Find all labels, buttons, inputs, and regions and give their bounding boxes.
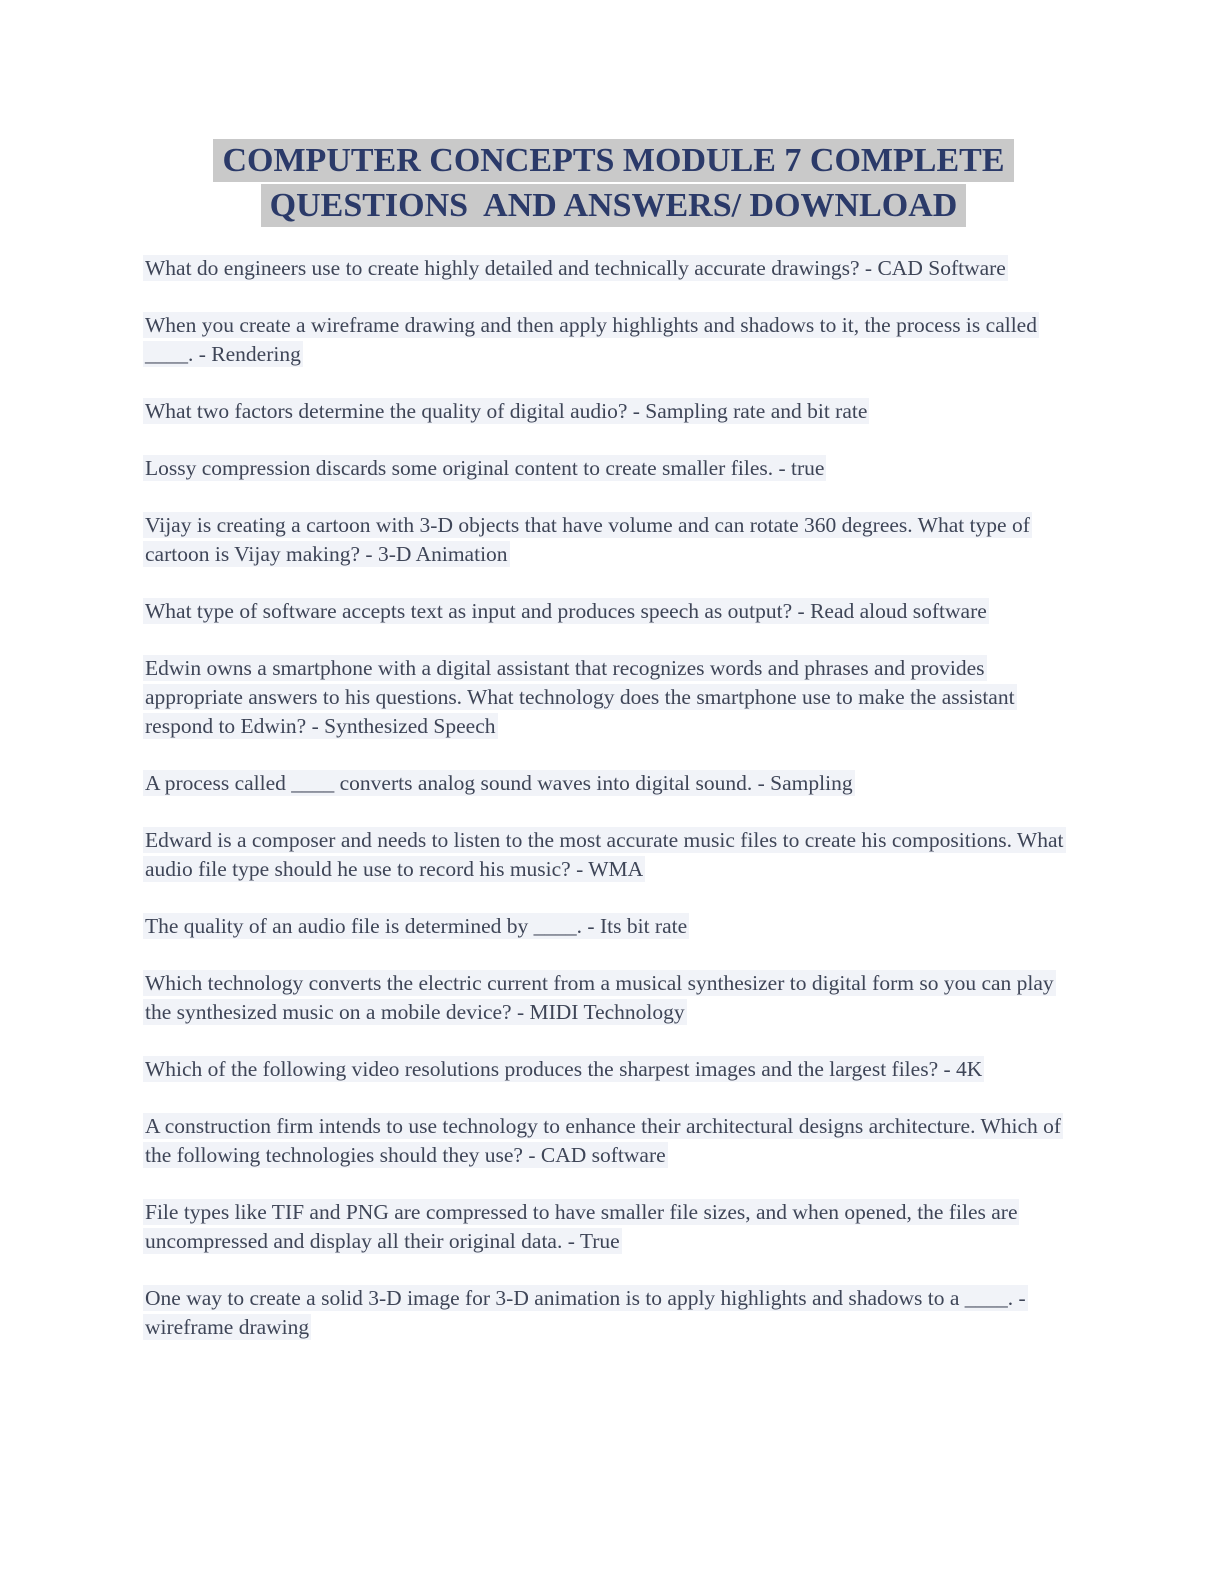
qa-paragraph-1 — [143, 254, 1084, 283]
qa-paragraph-9 — [143, 826, 1084, 884]
document-title — [143, 138, 1084, 228]
qa-paragraph-11 — [143, 969, 1084, 1027]
qa-paragraph-5 — [143, 511, 1084, 569]
qa-text-5: Vijay is creating a cartoon with 3-D objects that have volume and can rotate 360 degrees. What type of cartoon is Vijay making? - 3-D Animation — [145, 513, 1030, 566]
qa-text-1: What do engineers use to create highly detailed and technically accurate drawings? - CAD Software — [145, 256, 1006, 280]
qa-paragraph-15 — [143, 1284, 1084, 1342]
qa-text-13: A construction firm intends to use technology to enhance their architectural designs architecture. Which of the following technologies should they use? - CAD software — [145, 1114, 1062, 1167]
document-title-line2: QUESTIONS AND ANSWERS/ DOWNLOAD — [261, 184, 967, 227]
qa-text-7: Edwin owns a smartphone with a digital assistant that recognizes words and phrases and provides appropriate answers to his questions. What technology does the smartphone use to make the assistant respond to Edwin? - Synthesized Speech — [145, 656, 1015, 738]
qa-paragraph-7 — [143, 654, 1084, 741]
qa-paragraph-10 — [143, 912, 1084, 941]
qa-paragraph-2 — [143, 311, 1084, 369]
qa-paragraph-3 — [143, 397, 1084, 426]
qa-text-14: File types like TIF and PNG are compressed to have smaller file sizes, and when opened, the files are uncompressed and display all their original data. - True — [145, 1200, 1018, 1253]
qa-paragraph-4 — [143, 454, 1084, 483]
qa-paragraph-13 — [143, 1112, 1084, 1170]
document-title-line1: COMPUTER CONCEPTS MODULE 7 COMPLETE — [213, 139, 1013, 182]
document-title-row-1 — [143, 138, 1084, 183]
qa-text-15: One way to create a solid 3-D image for 3-D animation is to apply highlights and shadows to a ____. - wireframe drawing — [145, 1286, 1026, 1339]
qa-text-10: The quality of an audio file is determined by ____. - Its bit rate — [145, 914, 688, 938]
qa-text-8: A process called ____ converts analog sound waves into digital sound. - Sampling — [145, 771, 853, 795]
qa-paragraph-12 — [143, 1055, 1084, 1084]
qa-paragraph-8 — [143, 769, 1084, 798]
qa-paragraph-6 — [143, 597, 1084, 626]
qa-text-6: What type of software accepts text as input and produces speech as output? - Read aloud software — [145, 599, 987, 623]
qa-text-2: When you create a wireframe drawing and then apply highlights and shadows to it, the process is called ____. - Rendering — [145, 313, 1037, 366]
qa-text-11: Which technology converts the electric current from a musical synthesizer to digital form so you can play the synthesized music on a mobile device? - MIDI Technology — [145, 971, 1054, 1024]
qa-paragraph-14 — [143, 1198, 1084, 1256]
document-title-row-2 — [143, 183, 1084, 228]
qa-text-3: What two factors determine the quality of digital audio? - Sampling rate and bit rate — [145, 399, 868, 423]
qa-text-9: Edward is a composer and needs to listen to the most accurate music files to create his compositions. What audio file type should he use to record his music? - WMA — [145, 828, 1064, 881]
qa-text-4: Lossy compression discards some original content to create smaller files. - true — [145, 456, 825, 480]
qa-text-12: Which of the following video resolutions produces the sharpest images and the largest files? - 4K — [145, 1057, 983, 1081]
